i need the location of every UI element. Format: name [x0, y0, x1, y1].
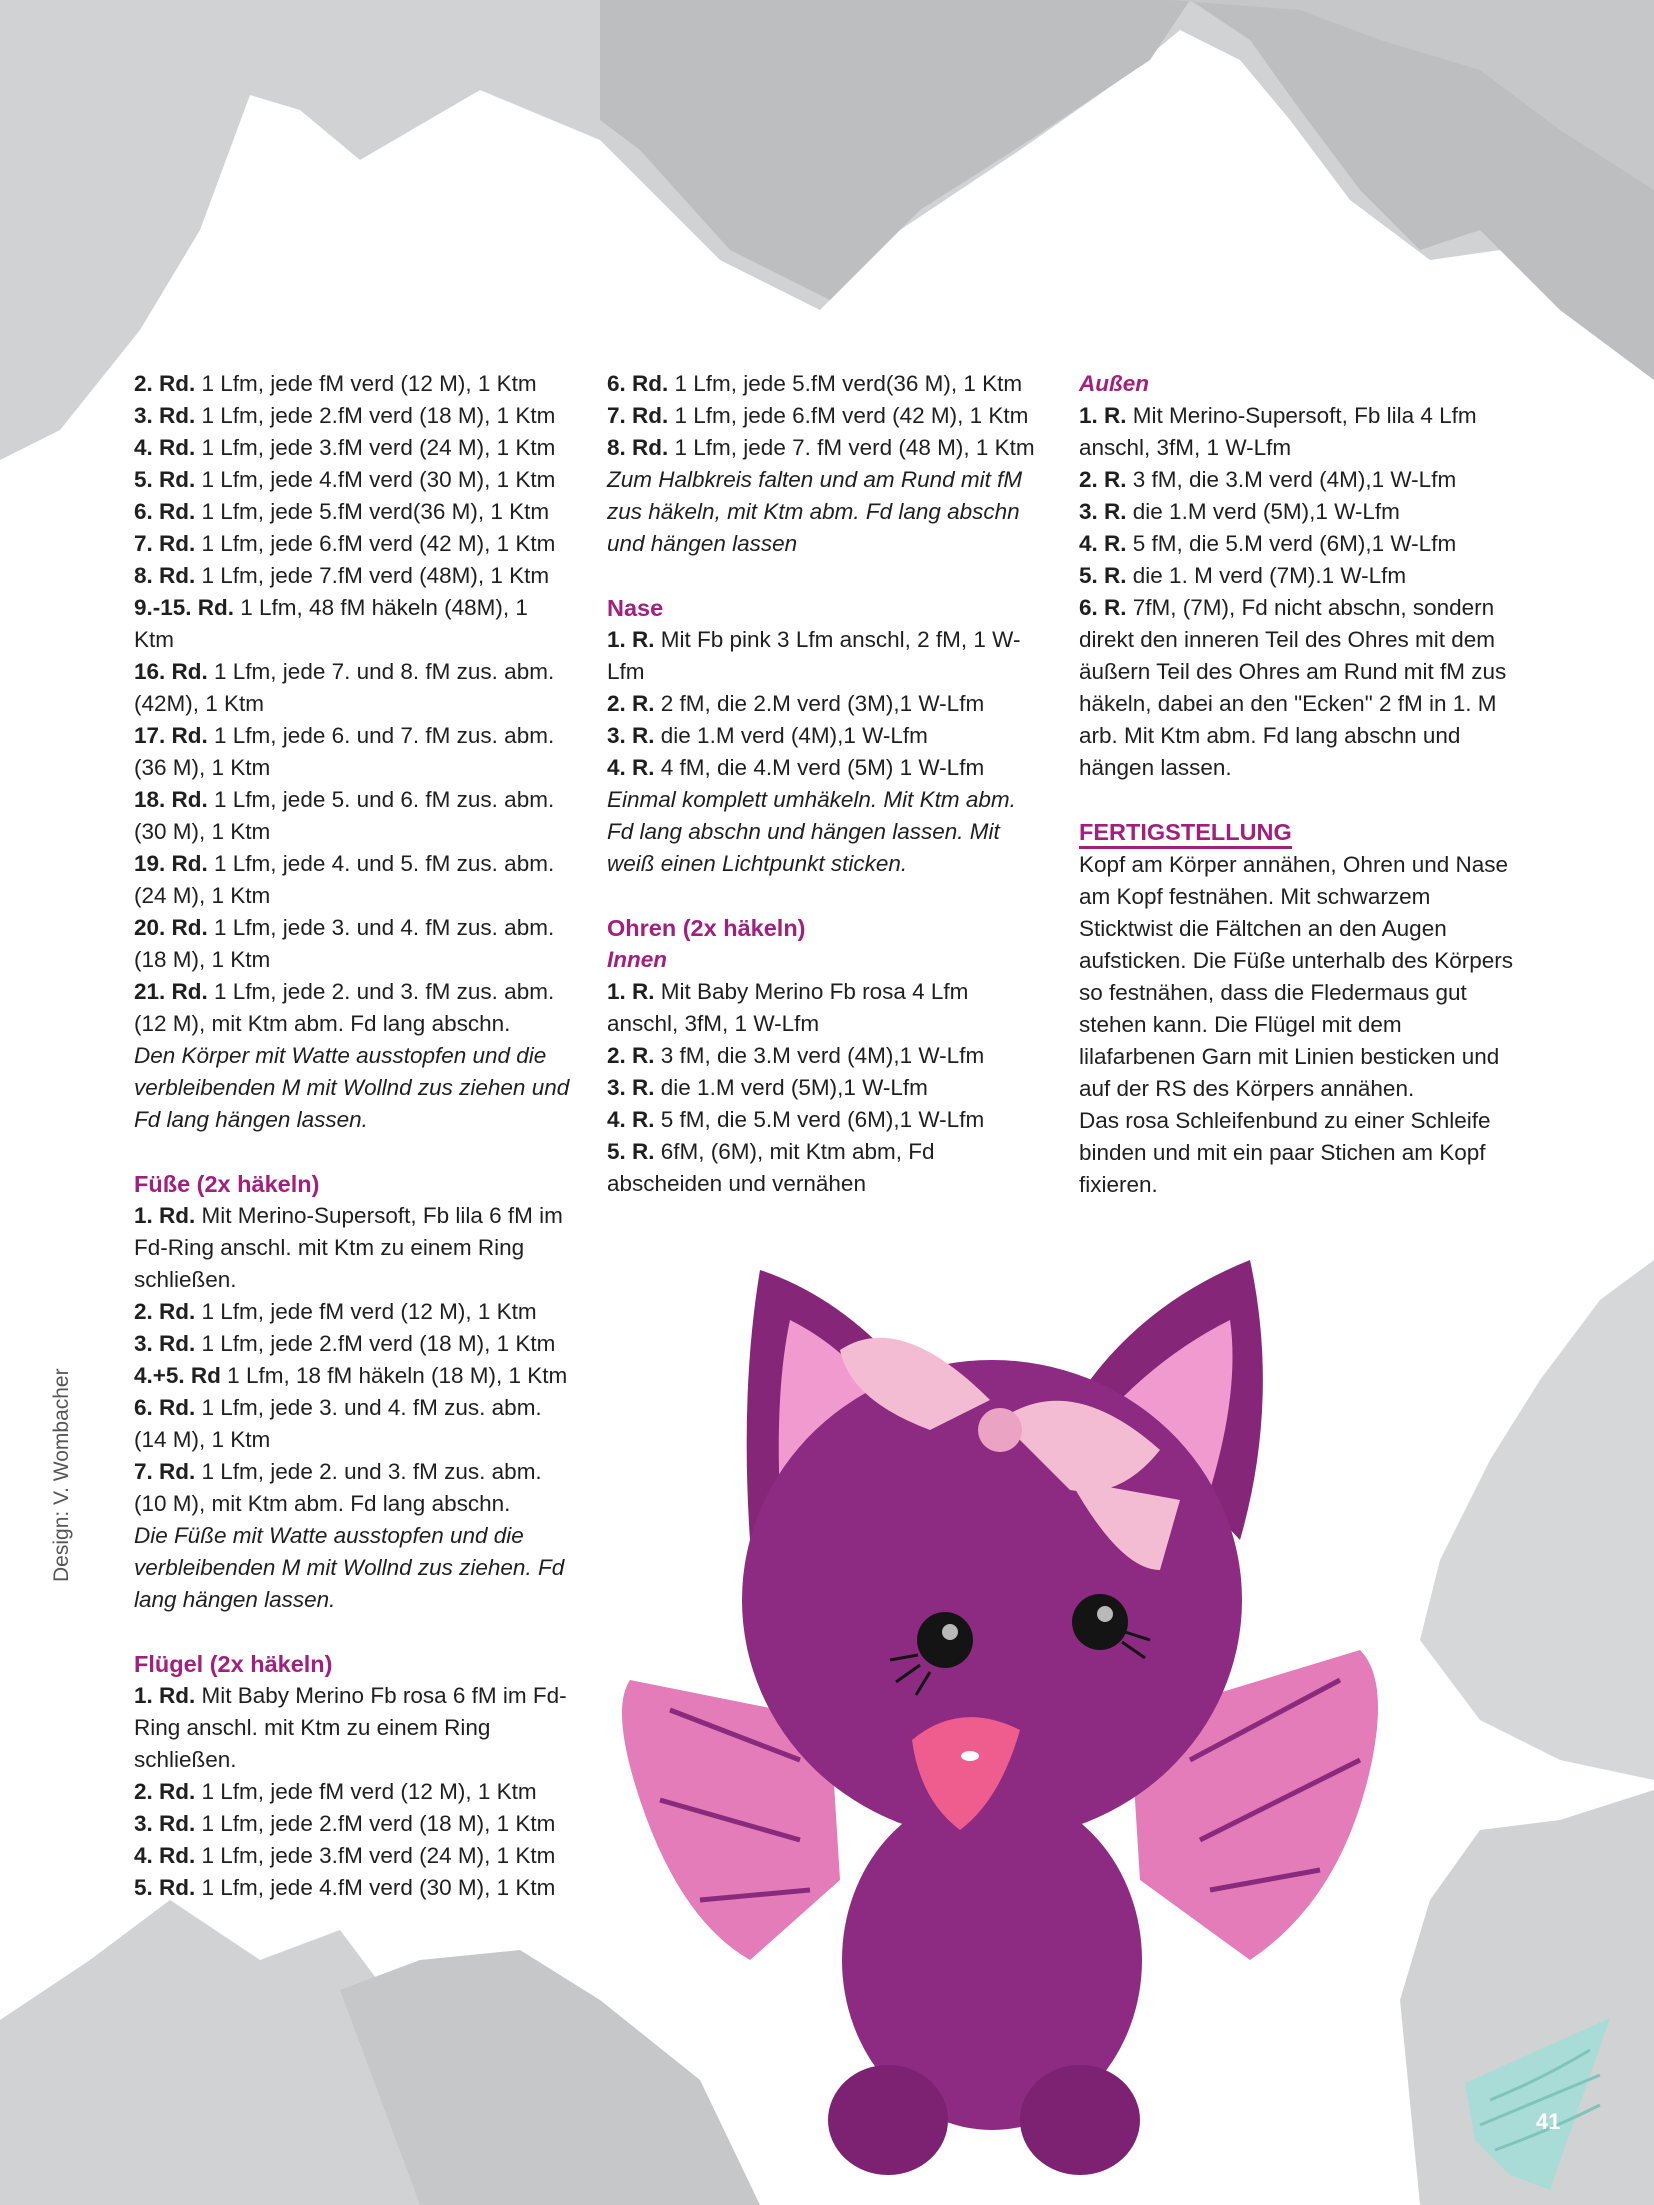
row-number: 17. Rd. — [134, 723, 208, 748]
row-text: 1 Lfm, jede 6.fM verd (42 M), 1 Ktm — [195, 531, 556, 556]
row-text: 3 fM, die 3.M verd (4M),1 W-Lfm — [1126, 467, 1457, 492]
row-number: 5. R. — [1079, 563, 1127, 588]
row-number: 4. R. — [1079, 531, 1127, 556]
instruction-row — [134, 720, 570, 784]
row-text: 1 Lfm, jede 4.fM verd (30 M), 1 Ktm — [195, 467, 556, 492]
row-number: 7. Rd. — [607, 403, 669, 428]
instruction-row — [134, 1360, 570, 1392]
row-number: 3. Rd. — [134, 403, 196, 428]
row-text: 1 Lfm, jede 7.fM verd (48M), 1 Ktm — [195, 563, 550, 588]
row-number: 9.-15. Rd. — [134, 595, 235, 620]
column-2 — [607, 368, 1039, 1200]
instruction-row — [134, 496, 570, 528]
row-number: 4. R. — [607, 755, 655, 780]
instruction-row — [607, 1136, 1039, 1200]
row-number: 4.+5. Rd — [134, 1363, 221, 1388]
nose-heading: Nase — [607, 595, 664, 621]
instruction-row — [134, 848, 570, 912]
instruction-row — [134, 432, 570, 464]
finish-text-2: Das rosa Schleifenbund zu einer Schleife binden und mit ein paar Stichen am Kopf fixieren. — [1079, 1108, 1491, 1197]
row-text: 1 Lfm, jede 5.fM verd(36 M), 1 Ktm — [195, 499, 550, 524]
row-number: 2. Rd. — [134, 371, 196, 396]
instruction-row — [607, 752, 1039, 784]
instruction-row — [1079, 400, 1519, 464]
row-text: 1 Lfm, jede 3.fM verd (24 M), 1 Ktm — [195, 435, 556, 460]
instruction-row — [134, 1808, 570, 1840]
instruction-row — [134, 592, 570, 656]
row-text: 1 Lfm, jede 5.fM verd(36 M), 1 Ktm — [668, 371, 1023, 396]
row-text: 1 Lfm, jede 7. und 8. fM zus. abm. (42M), 1 Ktm — [134, 659, 555, 716]
row-text: Mit Fb pink 3 Lfm anschl, 2 fM, 1 W-Lfm — [607, 627, 1021, 684]
row-number: 19. Rd. — [134, 851, 208, 876]
instruction-row — [607, 1104, 1039, 1136]
row-number: 2. Rd. — [134, 1299, 196, 1324]
finish-heading-wrap — [1079, 816, 1519, 849]
row-number: 1. Rd. — [134, 1683, 196, 1708]
instruction-row — [134, 784, 570, 848]
row-number: 3. R. — [1079, 499, 1127, 524]
instruction-row — [607, 1072, 1039, 1104]
row-text: 1 Lfm, jede 2.fM verd (18 M), 1 Ktm — [195, 1811, 556, 1836]
row-number: 16. Rd. — [134, 659, 208, 684]
instruction-row — [134, 1680, 570, 1776]
row-text: 1 Lfm, jede 2. und 3. fM zus. abm. (12 M), mit Ktm abm. Fd lang abschn. — [134, 979, 555, 1036]
instruction-row — [134, 1392, 570, 1456]
instruction-row — [134, 464, 570, 496]
row-number: 8. Rd. — [607, 435, 669, 460]
instruction-row — [134, 1200, 570, 1296]
instruction-row — [1079, 496, 1519, 528]
row-text: 2 fM, die 2.M verd (3M),1 W-Lfm — [654, 691, 985, 716]
ears-heading: Ohren (2x häkeln) — [607, 915, 806, 941]
row-text: 3 fM, die 3.M verd (4M),1 W-Lfm — [654, 1043, 985, 1068]
row-text: 1 Lfm, 18 fM häkeln (18 M), 1 Ktm — [220, 1363, 568, 1388]
row-number: 6. Rd. — [134, 1395, 196, 1420]
instruction-row — [1079, 528, 1519, 560]
instruction-row — [607, 432, 1039, 464]
instruction-row — [607, 720, 1039, 752]
row-number: 2. R. — [1079, 467, 1127, 492]
row-text: 5 fM, die 5.M verd (6M),1 W-Lfm — [654, 1107, 985, 1132]
row-text: 1 Lfm, 48 fM häkeln (48M), 1 Ktm — [134, 595, 528, 652]
row-text: Mit Baby Merino Fb rosa 6 fM im Fd-Ring anschl. mit Ktm zu einem Ring schließen. — [134, 1683, 567, 1772]
instruction-row — [134, 368, 570, 400]
instruction-row — [134, 400, 570, 432]
instruction-row — [134, 1296, 570, 1328]
wings-instructions — [134, 1680, 570, 1904]
row-text: Mit Merino-Supersoft, Fb lila 4 Lfm anschl, 3fM, 1 W-Lfm — [1079, 403, 1477, 460]
row-text: 7fM, (7M), Fd nicht abschn, sondern direkt den inneren Teil des Ohres mit dem äußern Teil des Ohres am Rund mit fM zus häkeln, dabei an den "Ecken" 2 fM in 1. M arb. Mit Ktm abm. Fd lang abschn und hängen lassen. — [1079, 595, 1507, 780]
row-text: 1 Lfm, jede fM verd (12 M), 1 Ktm — [195, 1299, 537, 1324]
row-number: 3. R. — [607, 1075, 655, 1100]
row-number: 3. R. — [607, 723, 655, 748]
instruction-row — [607, 624, 1039, 688]
instruction-row — [134, 1872, 570, 1904]
feet-heading: Füße (2x häkeln) — [134, 1171, 320, 1197]
instruction-row — [607, 976, 1039, 1040]
row-text: die 1.M verd (5M),1 W-Lfm — [654, 1075, 928, 1100]
row-text: 1 Lfm, jede 6. und 7. fM zus. abm. (36 M), 1 Ktm — [134, 723, 555, 780]
row-text: 4 fM, die 4.M verd (5M) 1 W-Lfm — [654, 755, 985, 780]
column-3 — [1079, 368, 1519, 1201]
row-number: 2. R. — [607, 1043, 655, 1068]
row-number: 21. Rd. — [134, 979, 208, 1004]
instruction-row — [607, 688, 1039, 720]
instruction-row — [1079, 560, 1519, 592]
body-note: Den Körper mit Watte ausstopfen und die verbleibenden M mit Wollnd zus ziehen und Fd lang hängen lassen. — [134, 1043, 570, 1132]
row-number: 1. R. — [607, 627, 655, 652]
row-number: 3. Rd. — [134, 1811, 196, 1836]
row-number: 6. R. — [1079, 595, 1127, 620]
row-text: die 1. M verd (7M).1 W-Lfm — [1126, 563, 1407, 588]
row-number: 2. Rd. — [134, 1779, 196, 1804]
row-number: 8. Rd. — [134, 563, 196, 588]
instruction-row — [134, 1328, 570, 1360]
instruction-row — [134, 528, 570, 560]
row-text: 1 Lfm, jede 7. fM verd (48 M), 1 Ktm — [668, 435, 1035, 460]
wings-note: Zum Halbkreis falten und am Rund mit fM zus häkeln, mit Ktm abm. Fd lang abschn und hängen lassen — [607, 467, 1023, 556]
row-number: 5. R. — [607, 1139, 655, 1164]
finish-heading: FERTIGSTELLUNG — [1079, 818, 1292, 849]
row-text: 5 fM, die 5.M verd (6M),1 W-Lfm — [1126, 531, 1457, 556]
page-number: 41 — [1536, 2109, 1561, 2134]
row-number: 5. Rd. — [134, 1875, 196, 1900]
row-number: 4. R. — [607, 1107, 655, 1132]
row-text: Mit Baby Merino Fb rosa 4 Lfm anschl, 3fM, 1 W-Lfm — [607, 979, 969, 1036]
instruction-row — [607, 368, 1039, 400]
row-number: 6. Rd. — [134, 499, 196, 524]
row-number: 1. R. — [607, 979, 655, 1004]
row-number: 4. Rd. — [134, 1843, 196, 1868]
instruction-row — [134, 560, 570, 592]
row-number: 7. Rd. — [134, 531, 196, 556]
instruction-row — [1079, 592, 1519, 784]
ears-inner-instructions — [607, 976, 1039, 1200]
row-text: 1 Lfm, jede 3. und 4. fM zus. abm. (14 M), 1 Ktm — [134, 1395, 542, 1452]
row-text: 1 Lfm, jede 2.fM verd (18 M), 1 Ktm — [195, 403, 556, 428]
nose-instructions — [607, 624, 1039, 784]
column-1 — [134, 368, 570, 1904]
row-number: 1. R. — [1079, 403, 1127, 428]
row-text: 6fM, (6M), mit Ktm abm, Fd abscheiden und vernähen — [607, 1139, 935, 1196]
wings-instructions-cont — [607, 368, 1039, 464]
feet-instructions — [134, 1200, 570, 1520]
row-text: die 1.M verd (5M),1 W-Lfm — [1126, 499, 1400, 524]
wings-heading: Flügel (2x häkeln) — [134, 1651, 333, 1677]
instruction-row — [134, 656, 570, 720]
crochet-bat-illustration — [600, 1240, 1400, 2195]
row-text: 1 Lfm, jede 2.fM verd (18 M), 1 Ktm — [195, 1331, 556, 1356]
finish-text: Kopf am Körper annähen, Ohren und Nase am Kopf festnähen. Mit schwarzem Sticktwist die Fältchen an den Augen aufsticken. Die Füße unterhalb des Körpers so festnähen, dass die Fledermaus gut stehen kann. Die Flügel mit dem lilafarbenen Garn mit Linien besticken und auf der RS des Körpers annähen. — [1079, 852, 1513, 1101]
row-text: 1 Lfm, jede 4.fM verd (30 M), 1 Ktm — [195, 1875, 556, 1900]
instruction-row — [134, 1776, 570, 1808]
row-number: 6. Rd. — [607, 371, 669, 396]
row-number: 20. Rd. — [134, 915, 208, 940]
row-number: 4. Rd. — [134, 435, 196, 460]
row-text: 1 Lfm, jede 3.fM verd (24 M), 1 Ktm — [195, 1843, 556, 1868]
row-text: 1 Lfm, jede 4. und 5. fM zus. abm. (24 M), 1 Ktm — [134, 851, 555, 908]
instruction-row — [134, 1456, 570, 1520]
instruction-row — [134, 1840, 570, 1872]
row-number: 1. Rd. — [134, 1203, 196, 1228]
row-text: 1 Lfm, jede fM verd (12 M), 1 Ktm — [195, 371, 537, 396]
row-text: 1 Lfm, jede 6.fM verd (42 M), 1 Ktm — [668, 403, 1029, 428]
row-number: 2. R. — [607, 691, 655, 716]
design-credit: Design: V. Wombacher — [50, 1368, 73, 1582]
row-text: 1 Lfm, jede 3. und 4. fM zus. abm. (18 M), 1 Ktm — [134, 915, 555, 972]
row-text: 1 Lfm, jede 5. und 6. fM zus. abm. (30 M), 1 Ktm — [134, 787, 555, 844]
row-text: die 1.M verd (4M),1 W-Lfm — [654, 723, 928, 748]
row-number: 18. Rd. — [134, 787, 208, 812]
instruction-row — [134, 912, 570, 976]
row-text: 1 Lfm, jede 2. und 3. fM zus. abm. (10 M), mit Ktm abm. Fd lang abschn. — [134, 1459, 542, 1516]
nose-note: Einmal komplett umhäkeln. Mit Ktm abm. Fd lang abschn und hängen lassen. Mit weiß einen Lichtpunkt sticken. — [607, 787, 1016, 876]
instruction-row — [134, 976, 570, 1040]
row-text: Mit Merino-Supersoft, Fb lila 6 fM im Fd-Ring anschl. mit Ktm zu einem Ring schließen. — [134, 1203, 563, 1292]
row-number: 3. Rd. — [134, 1331, 196, 1356]
ears-outer-instructions — [1079, 400, 1519, 784]
body-instructions — [134, 368, 570, 1040]
row-number: 5. Rd. — [134, 467, 196, 492]
row-text: 1 Lfm, jede fM verd (12 M), 1 Ktm — [195, 1779, 537, 1804]
instruction-row — [607, 400, 1039, 432]
instruction-row — [1079, 464, 1519, 496]
row-number: 7. Rd. — [134, 1459, 196, 1484]
ears-inner-heading: Innen — [607, 947, 667, 972]
instruction-row — [607, 1040, 1039, 1072]
feet-note: Die Füße mit Watte ausstopfen und die verbleibenden M mit Wollnd zus ziehen. Fd lang hängen lassen. — [134, 1523, 565, 1612]
ears-outer-heading: Außen — [1079, 371, 1149, 396]
